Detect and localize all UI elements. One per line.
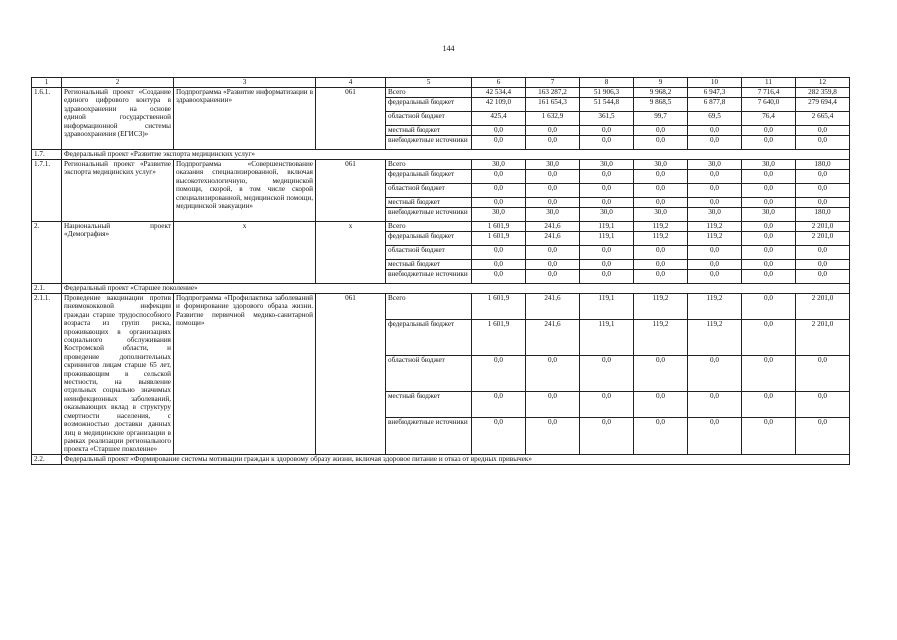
amount-cell: 2 201,0 (796, 319, 850, 355)
amount-cell: 0,0 (742, 260, 796, 270)
funding-source: областной бюджет (386, 356, 472, 392)
amount-cell: 0,0 (742, 136, 796, 150)
column-header: 3 (174, 78, 316, 88)
item-name: Региональный проект «Развитие экспорта медицинских услуг» (62, 160, 174, 222)
item-program: Подпрограмма «Профилактика заболеваний и формирование здорового образа жизни. Развитие первичной медико-санитарной помощи» (174, 294, 316, 455)
section-code: 1.7. (32, 150, 62, 160)
amount-cell: 0,0 (742, 232, 796, 246)
funding-source: местный бюджет (386, 126, 472, 136)
amount-cell: 0,0 (634, 260, 688, 270)
amount-cell: 0,0 (472, 126, 526, 136)
amount-cell: 0,0 (742, 170, 796, 184)
amount-cell: 0,0 (796, 198, 850, 208)
header-row (32, 78, 850, 88)
amount-cell: 42 534,4 (472, 88, 526, 98)
amount-cell: 30,0 (580, 208, 634, 222)
amount-cell: 69,5 (688, 112, 742, 126)
amount-cell: 30,0 (688, 160, 742, 170)
amount-cell: 0,0 (742, 294, 796, 320)
item-program: Подпрограмма «Совершенствование оказания специализированной, включая высокотехнологичную, медицинской помощи, скорой, в том числе скорой специализированной, медицинской помощи, медицинской эвакуации» (174, 160, 316, 222)
amount-cell: 0,0 (472, 392, 526, 418)
funding-source: областной бюджет (386, 112, 472, 126)
amount-cell: 0,0 (580, 126, 634, 136)
amount-cell: 0,0 (688, 260, 742, 270)
amount-cell: 0,0 (742, 270, 796, 284)
funding-source: Всего (386, 294, 472, 320)
amount-cell: 0,0 (634, 170, 688, 184)
amount-cell: 30,0 (742, 208, 796, 222)
amount-cell: 282 359,8 (796, 88, 850, 98)
amount-cell: 2 665,4 (796, 112, 850, 126)
page-number: 144 (442, 44, 455, 53)
item-code: 1.7.1. (32, 160, 62, 222)
amount-cell: 119,2 (688, 232, 742, 246)
amount-cell: 241,6 (526, 294, 580, 320)
funding-source: областной бюджет (386, 184, 472, 198)
column-header: 5 (386, 78, 472, 88)
amount-cell: 0,0 (472, 246, 526, 260)
amount-cell: 361,5 (580, 112, 634, 126)
amount-cell: 0,0 (526, 136, 580, 150)
amount-cell: 0,0 (472, 356, 526, 392)
amount-cell: 0,0 (742, 222, 796, 232)
amount-cell: 51 544,8 (580, 98, 634, 112)
amount-cell: 9 868,5 (634, 98, 688, 112)
section-row (32, 150, 850, 160)
amount-cell: 0,0 (634, 184, 688, 198)
item-code: 2.1.1. (32, 294, 62, 455)
amount-cell: 76,4 (742, 112, 796, 126)
amount-cell: 119,2 (688, 294, 742, 320)
table-row (32, 294, 850, 320)
amount-cell: 0,0 (526, 418, 580, 454)
amount-cell: 0,0 (526, 392, 580, 418)
funding-source: Всего (386, 88, 472, 98)
amount-cell: 0,0 (796, 356, 850, 392)
table-row (32, 88, 850, 98)
amount-cell: 0,0 (580, 356, 634, 392)
amount-cell: 0,0 (580, 260, 634, 270)
amount-cell: 0,0 (472, 260, 526, 270)
amount-cell: 0,0 (580, 198, 634, 208)
funding-source: внебюджетные источники (386, 208, 472, 222)
amount-cell: 1 601,9 (472, 319, 526, 355)
item-program: x (174, 222, 316, 284)
amount-cell: 180,0 (796, 208, 850, 222)
amount-cell: 0,0 (688, 126, 742, 136)
funding-source: внебюджетные источники (386, 418, 472, 454)
funding-source: местный бюджет (386, 260, 472, 270)
amount-cell: 425,4 (472, 112, 526, 126)
amount-cell: 0,0 (688, 246, 742, 260)
amount-cell: 0,0 (796, 260, 850, 270)
amount-cell: 119,2 (634, 294, 688, 320)
amount-cell: 0,0 (688, 392, 742, 418)
amount-cell: 1 601,9 (472, 294, 526, 320)
item-grbs: 061 (316, 160, 386, 222)
amount-cell: 0,0 (742, 356, 796, 392)
amount-cell: 0,0 (580, 170, 634, 184)
amount-cell: 7 716,4 (742, 88, 796, 98)
amount-cell: 0,0 (526, 184, 580, 198)
amount-cell: 0,0 (526, 126, 580, 136)
amount-cell: 0,0 (796, 170, 850, 184)
table-row (32, 160, 850, 170)
amount-cell: 30,0 (472, 160, 526, 170)
funding-source: местный бюджет (386, 392, 472, 418)
amount-cell: 119,2 (688, 222, 742, 232)
funding-source: областной бюджет (386, 246, 472, 260)
amount-cell: 241,6 (526, 319, 580, 355)
amount-cell: 0,0 (796, 126, 850, 136)
amount-cell: 30,0 (526, 160, 580, 170)
amount-cell: 1 601,9 (472, 222, 526, 232)
section-title: Федеральный проект «Развитие экспорта медицинских услуг» (62, 150, 850, 160)
amount-cell: 0,0 (742, 392, 796, 418)
amount-cell: 119,2 (634, 319, 688, 355)
amount-cell: 0,0 (688, 198, 742, 208)
amount-cell: 119,2 (634, 222, 688, 232)
item-grbs: x (316, 222, 386, 284)
amount-cell: 0,0 (634, 270, 688, 284)
item-name: Проведение вакцинации против пневмококковой инфекции граждан старше трудоспособного возраста из групп риска, проживающих в организациях социального обслуживания Костромской области, и проведение дополнительных скринингов лицам старше 65 лет, проживающим в сельской местности, на выявление отдельных социально значимых неинфекционных заболеваний, оказывающих вклад в структуру смертности населения, с возможностью доставки данных лиц в медицинские организации в рамках реализации регионального проекта «Старшее поколение» (62, 294, 174, 455)
budget-table (31, 77, 850, 465)
amount-cell: 0,0 (688, 356, 742, 392)
amount-cell: 119,1 (580, 232, 634, 246)
column-header: 11 (742, 78, 796, 88)
funding-source: федеральный бюджет (386, 98, 472, 112)
item-name: Национальный проект «Демография» (62, 222, 174, 284)
item-program: Подпрограмма «Развитие информатизации в здравоохранении» (174, 88, 316, 150)
amount-cell: 0,0 (742, 198, 796, 208)
amount-cell: 0,0 (796, 136, 850, 150)
amount-cell: 1 632,9 (526, 112, 580, 126)
amount-cell: 0,0 (796, 392, 850, 418)
amount-cell: 161 654,3 (526, 98, 580, 112)
funding-source: федеральный бюджет (386, 170, 472, 184)
amount-cell: 119,2 (688, 319, 742, 355)
amount-cell: 2 201,0 (796, 294, 850, 320)
amount-cell: 0,0 (526, 356, 580, 392)
amount-cell: 163 287,2 (526, 88, 580, 98)
amount-cell: 279 694,4 (796, 98, 850, 112)
column-header: 9 (634, 78, 688, 88)
amount-cell: 0,0 (634, 392, 688, 418)
amount-cell: 30,0 (634, 160, 688, 170)
amount-cell: 0,0 (796, 418, 850, 454)
amount-cell: 0,0 (634, 136, 688, 150)
amount-cell: 0,0 (742, 319, 796, 355)
section-code: 2.2. (32, 454, 62, 464)
amount-cell: 30,0 (526, 208, 580, 222)
amount-cell: 0,0 (526, 198, 580, 208)
amount-cell: 30,0 (634, 208, 688, 222)
amount-cell: 119,1 (580, 222, 634, 232)
column-header: 6 (472, 78, 526, 88)
amount-cell: 0,0 (742, 126, 796, 136)
amount-cell: 0,0 (634, 198, 688, 208)
amount-cell: 180,0 (796, 160, 850, 170)
amount-cell: 42 109,0 (472, 98, 526, 112)
column-header: 4 (316, 78, 386, 88)
column-header: 12 (796, 78, 850, 88)
item-code: 2. (32, 222, 62, 284)
amount-cell: 0,0 (634, 356, 688, 392)
column-header: 10 (688, 78, 742, 88)
amount-cell: 119,2 (634, 232, 688, 246)
amount-cell: 0,0 (688, 136, 742, 150)
amount-cell: 0,0 (580, 392, 634, 418)
item-code: 1.6.1. (32, 88, 62, 150)
amount-cell: 119,1 (580, 294, 634, 320)
amount-cell: 6 877,8 (688, 98, 742, 112)
amount-cell: 0,0 (580, 270, 634, 284)
column-header: 1 (32, 78, 62, 88)
amount-cell: 0,0 (796, 270, 850, 284)
amount-cell: 0,0 (472, 270, 526, 284)
amount-cell: 9 968,2 (634, 88, 688, 98)
amount-cell: 0,0 (796, 246, 850, 260)
amount-cell: 7 640,0 (742, 98, 796, 112)
funding-source: федеральный бюджет (386, 232, 472, 246)
amount-cell: 6 947,3 (688, 88, 742, 98)
amount-cell: 30,0 (742, 160, 796, 170)
section-code: 2.1. (32, 284, 62, 294)
amount-cell: 0,0 (742, 246, 796, 260)
column-header: 8 (580, 78, 634, 88)
amount-cell: 0,0 (526, 170, 580, 184)
amount-cell: 0,0 (472, 170, 526, 184)
amount-cell: 0,0 (580, 184, 634, 198)
amount-cell: 0,0 (580, 246, 634, 260)
amount-cell: 0,0 (580, 418, 634, 454)
amount-cell: 0,0 (634, 246, 688, 260)
amount-cell: 0,0 (580, 136, 634, 150)
amount-cell: 0,0 (526, 260, 580, 270)
amount-cell: 241,6 (526, 232, 580, 246)
amount-cell: 30,0 (688, 208, 742, 222)
funding-source: внебюджетные источники (386, 270, 472, 284)
amount-cell: 0,0 (688, 170, 742, 184)
amount-cell: 0,0 (688, 270, 742, 284)
amount-cell: 1 601,9 (472, 232, 526, 246)
section-row (32, 284, 850, 294)
amount-cell: 0,0 (526, 270, 580, 284)
item-grbs: 061 (316, 294, 386, 455)
funding-source: Всего (386, 160, 472, 170)
amount-cell: 30,0 (472, 208, 526, 222)
funding-source: внебюджетные источники (386, 136, 472, 150)
amount-cell: 241,6 (526, 222, 580, 232)
amount-cell: 0,0 (472, 136, 526, 150)
amount-cell: 0,0 (526, 246, 580, 260)
section-title: Федеральный проект «Формирование системы мотивации граждан к здоровому образу жизни, включая здоровое питание и отказ от вредных привычек» (62, 454, 850, 464)
section-title: Федеральный проект «Старшее поколение» (62, 284, 850, 294)
amount-cell: 0,0 (472, 184, 526, 198)
funding-source: местный бюджет (386, 198, 472, 208)
amount-cell: 119,1 (580, 319, 634, 355)
amount-cell: 51 906,3 (580, 88, 634, 98)
amount-cell: 0,0 (634, 126, 688, 136)
amount-cell: 30,0 (580, 160, 634, 170)
item-grbs: 061 (316, 88, 386, 150)
funding-source: Всего (386, 222, 472, 232)
table-row (32, 222, 850, 232)
amount-cell: 0,0 (472, 198, 526, 208)
amount-cell: 0,0 (688, 184, 742, 198)
amount-cell: 99,7 (634, 112, 688, 126)
amount-cell: 0,0 (688, 418, 742, 454)
amount-cell: 0,0 (796, 184, 850, 198)
column-header: 2 (62, 78, 174, 88)
funding-source: федеральный бюджет (386, 319, 472, 355)
amount-cell: 0,0 (742, 184, 796, 198)
amount-cell: 2 201,0 (796, 222, 850, 232)
section-row (32, 454, 850, 464)
amount-cell: 2 201,0 (796, 232, 850, 246)
table-body (32, 78, 850, 465)
amount-cell: 0,0 (742, 418, 796, 454)
amount-cell: 0,0 (634, 418, 688, 454)
column-header: 7 (526, 78, 580, 88)
amount-cell: 0,0 (472, 418, 526, 454)
item-name: Региональный проект «Создание единого цифрового контура в здравоохранении на основе единой государственной информационной системы здравоохранения (ЕГИСЗ)» (62, 88, 174, 150)
